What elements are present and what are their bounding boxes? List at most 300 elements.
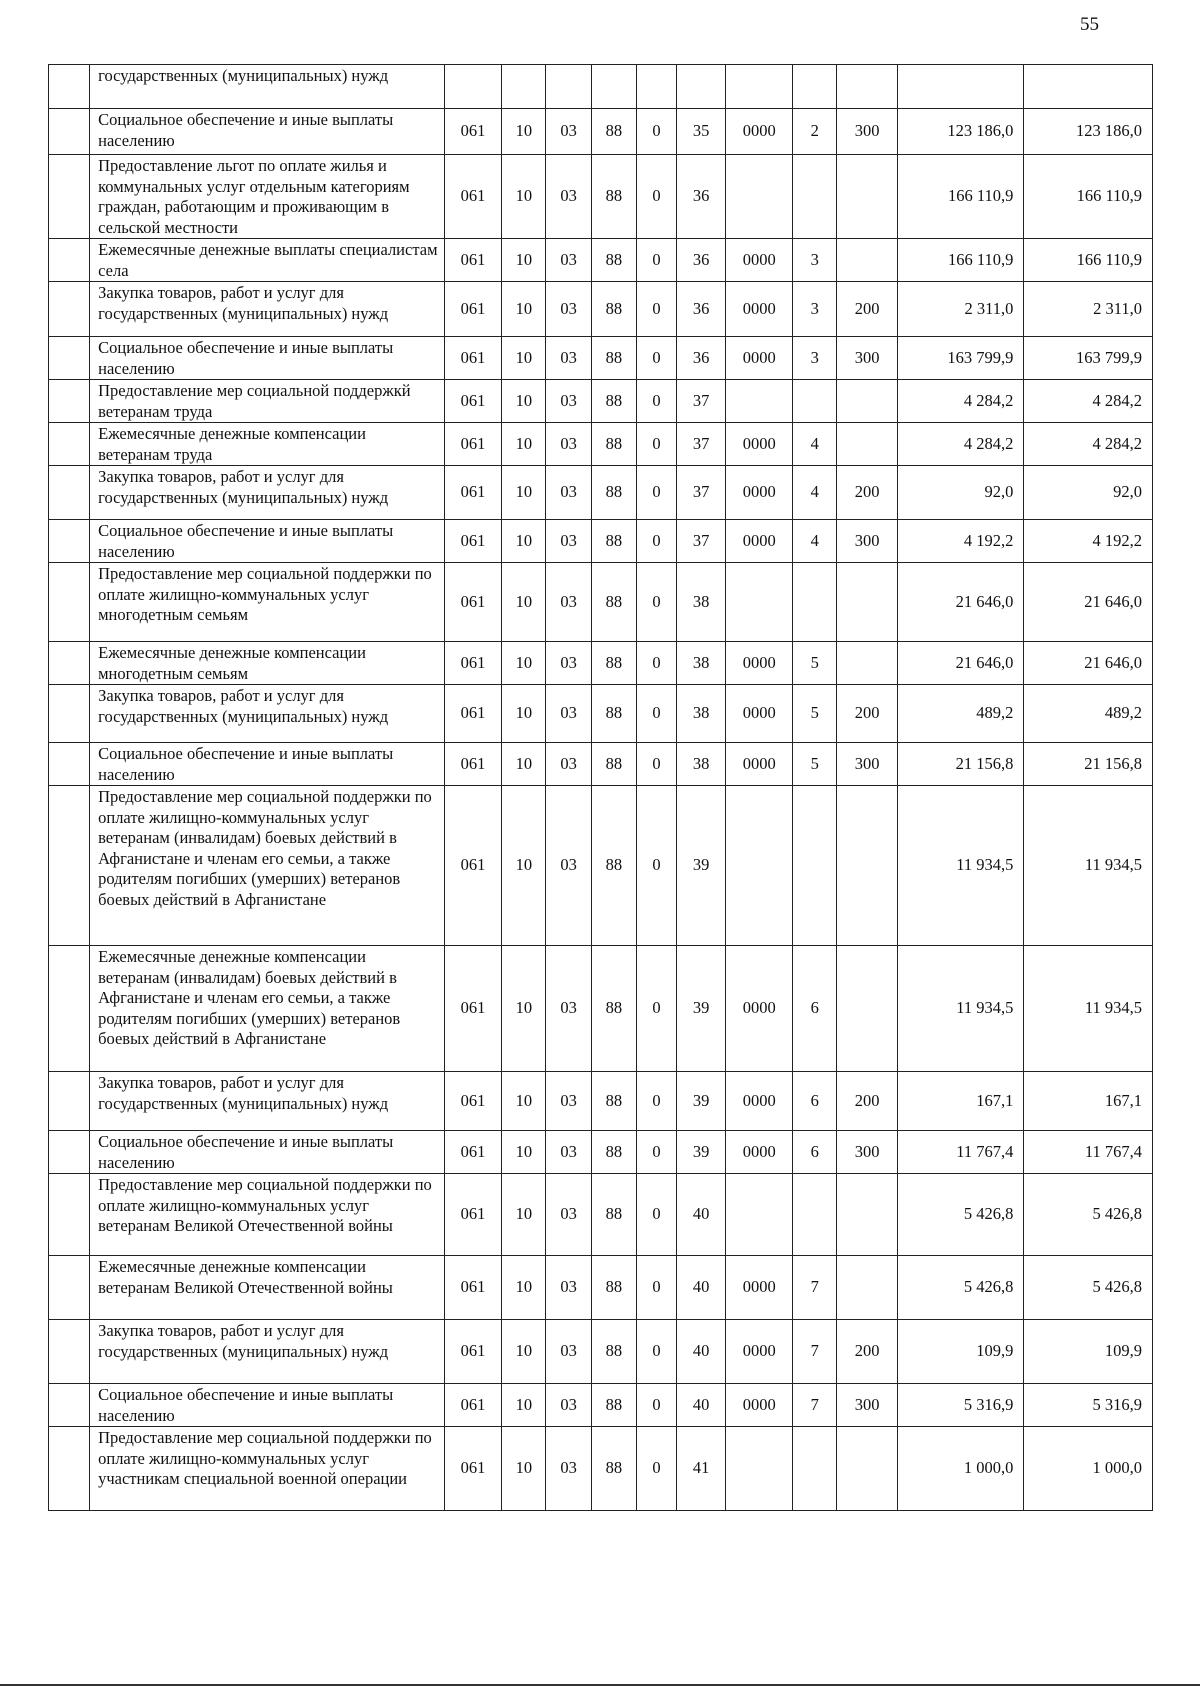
code-section: 10 bbox=[502, 1320, 546, 1384]
amount-2: 21 156,8 bbox=[1024, 743, 1153, 786]
code-direction: 40 bbox=[677, 1320, 726, 1384]
table-row bbox=[49, 109, 1153, 155]
amount-2: 92,0 bbox=[1024, 466, 1153, 520]
code-item bbox=[726, 380, 793, 423]
code-ministry: 061 bbox=[444, 1320, 502, 1384]
code-section: 10 bbox=[502, 1174, 546, 1256]
blank-cell bbox=[49, 65, 90, 109]
code-direction: 38 bbox=[677, 563, 726, 642]
code-sub-item: 5 bbox=[793, 743, 837, 786]
page-number: 55 bbox=[1080, 14, 1099, 35]
code-subprogram: 0 bbox=[636, 946, 676, 1072]
code-subprogram: 0 bbox=[636, 239, 676, 282]
amount-2: 167,1 bbox=[1024, 1072, 1153, 1131]
blank-cell bbox=[49, 642, 90, 685]
code-subsection bbox=[546, 65, 591, 109]
code-program bbox=[591, 65, 636, 109]
code-subsection: 03 bbox=[546, 946, 591, 1072]
code-sub-item bbox=[793, 1427, 837, 1511]
code-ministry: 061 bbox=[444, 1256, 502, 1320]
table-row bbox=[49, 65, 1153, 109]
code-ministry: 061 bbox=[444, 1072, 502, 1131]
code-program: 88 bbox=[591, 642, 636, 685]
code-sub-item: 3 bbox=[793, 282, 837, 337]
code-expense-type bbox=[837, 423, 898, 466]
code-subsection: 03 bbox=[546, 239, 591, 282]
amount-2: 11 767,4 bbox=[1024, 1131, 1153, 1174]
code-expense-type: 300 bbox=[837, 743, 898, 786]
amount-2 bbox=[1024, 65, 1153, 109]
blank-cell bbox=[49, 563, 90, 642]
code-subsection: 03 bbox=[546, 1131, 591, 1174]
code-item: 0000 bbox=[726, 1131, 793, 1174]
code-direction: 39 bbox=[677, 1131, 726, 1174]
amount-1: 163 799,9 bbox=[897, 337, 1023, 380]
code-direction: 36 bbox=[677, 337, 726, 380]
amount-1: 489,2 bbox=[897, 685, 1023, 743]
amount-2: 11 934,5 bbox=[1024, 786, 1153, 946]
blank-cell bbox=[49, 1131, 90, 1174]
code-subsection: 03 bbox=[546, 1384, 591, 1427]
code-item: 0000 bbox=[726, 1320, 793, 1384]
code-ministry bbox=[444, 65, 502, 109]
code-program: 88 bbox=[591, 239, 636, 282]
blank-cell bbox=[49, 520, 90, 563]
table-row bbox=[49, 946, 1153, 1072]
code-section: 10 bbox=[502, 520, 546, 563]
code-expense-type bbox=[837, 380, 898, 423]
code-ministry: 061 bbox=[444, 743, 502, 786]
code-subprogram: 0 bbox=[636, 109, 676, 155]
blank-cell bbox=[49, 743, 90, 786]
code-program: 88 bbox=[591, 1384, 636, 1427]
code-subprogram: 0 bbox=[636, 423, 676, 466]
code-item: 0000 bbox=[726, 642, 793, 685]
code-direction: 38 bbox=[677, 642, 726, 685]
code-expense-type: 200 bbox=[837, 685, 898, 743]
code-subsection: 03 bbox=[546, 1427, 591, 1511]
table-row bbox=[49, 642, 1153, 685]
code-item: 0000 bbox=[726, 466, 793, 520]
code-item: 0000 bbox=[726, 1256, 793, 1320]
code-subprogram: 0 bbox=[636, 1131, 676, 1174]
item-name: Ежемесячные денежные компенсации ветеранам (инвалидам) боевых действий в Афганистане и членам его семьи, а также родителям погибших (умерших) ветеранов боевых действий в Афганистане bbox=[90, 946, 445, 1072]
item-name: Ежемесячные денежные компенсации ветеранам труда bbox=[90, 423, 445, 466]
code-program: 88 bbox=[591, 563, 636, 642]
code-sub-item bbox=[793, 380, 837, 423]
blank-cell bbox=[49, 1072, 90, 1131]
item-name: Предоставление мер социальной поддержкй ветеранам труда bbox=[90, 380, 445, 423]
code-program: 88 bbox=[591, 466, 636, 520]
code-direction: 39 bbox=[677, 1072, 726, 1131]
code-direction: 41 bbox=[677, 1427, 726, 1511]
blank-cell bbox=[49, 239, 90, 282]
amount-2: 2 311,0 bbox=[1024, 282, 1153, 337]
amount-1: 1 000,0 bbox=[897, 1427, 1023, 1511]
code-section: 10 bbox=[502, 337, 546, 380]
code-expense-type: 300 bbox=[837, 1384, 898, 1427]
code-subprogram bbox=[636, 65, 676, 109]
item-name: Предоставление мер социальной поддержки по оплате жилищно-коммунальных услуг ветеранам (инвалидам) боевых действий в Афганистане и членам его семьи, а также родителям погибших (умерших) ветеранов боевых действий в Афганистане bbox=[90, 786, 445, 946]
code-expense-type: 200 bbox=[837, 1072, 898, 1131]
item-name: Ежемесячные денежные выплаты специалистам села bbox=[90, 239, 445, 282]
code-subsection: 03 bbox=[546, 155, 591, 239]
code-program: 88 bbox=[591, 1320, 636, 1384]
code-program: 88 bbox=[591, 1131, 636, 1174]
table-row bbox=[49, 337, 1153, 380]
code-expense-type: 200 bbox=[837, 282, 898, 337]
code-item bbox=[726, 563, 793, 642]
amount-1: 123 186,0 bbox=[897, 109, 1023, 155]
amount-2: 166 110,9 bbox=[1024, 155, 1153, 239]
amount-1: 167,1 bbox=[897, 1072, 1023, 1131]
blank-cell bbox=[49, 1320, 90, 1384]
table-row bbox=[49, 423, 1153, 466]
amount-1: 4 284,2 bbox=[897, 380, 1023, 423]
amount-2: 166 110,9 bbox=[1024, 239, 1153, 282]
code-sub-item: 7 bbox=[793, 1256, 837, 1320]
amount-1 bbox=[897, 65, 1023, 109]
blank-cell bbox=[49, 685, 90, 743]
code-item bbox=[726, 65, 793, 109]
code-ministry: 061 bbox=[444, 466, 502, 520]
code-program: 88 bbox=[591, 520, 636, 563]
amount-1: 166 110,9 bbox=[897, 155, 1023, 239]
code-subprogram: 0 bbox=[636, 1427, 676, 1511]
code-subsection: 03 bbox=[546, 109, 591, 155]
code-subprogram: 0 bbox=[636, 685, 676, 743]
code-subsection: 03 bbox=[546, 563, 591, 642]
code-sub-item: 4 bbox=[793, 466, 837, 520]
code-sub-item: 6 bbox=[793, 946, 837, 1072]
amount-1: 21 646,0 bbox=[897, 642, 1023, 685]
code-direction: 36 bbox=[677, 239, 726, 282]
code-expense-type bbox=[837, 946, 898, 1072]
code-sub-item bbox=[793, 155, 837, 239]
code-subprogram: 0 bbox=[636, 1320, 676, 1384]
item-name: Предоставление льгот по оплате жилья и коммунальных услуг отдельным категориям граждан, работающим и проживающим в сельской местности bbox=[90, 155, 445, 239]
code-subsection: 03 bbox=[546, 380, 591, 423]
code-sub-item: 7 bbox=[793, 1320, 837, 1384]
blank-cell bbox=[49, 282, 90, 337]
code-expense-type bbox=[837, 1427, 898, 1511]
code-program: 88 bbox=[591, 282, 636, 337]
blank-cell bbox=[49, 109, 90, 155]
blank-cell bbox=[49, 423, 90, 466]
code-direction: 39 bbox=[677, 786, 726, 946]
amount-1: 2 311,0 bbox=[897, 282, 1023, 337]
code-section: 10 bbox=[502, 786, 546, 946]
table-row bbox=[49, 1320, 1153, 1384]
code-item bbox=[726, 1174, 793, 1256]
amount-1: 11 934,5 bbox=[897, 946, 1023, 1072]
code-item: 0000 bbox=[726, 337, 793, 380]
bottom-rule bbox=[0, 1684, 1200, 1686]
item-name: Социальное обеспечение и иные выплаты населению bbox=[90, 743, 445, 786]
code-program: 88 bbox=[591, 155, 636, 239]
code-sub-item: 6 bbox=[793, 1131, 837, 1174]
code-section: 10 bbox=[502, 239, 546, 282]
blank-cell bbox=[49, 1427, 90, 1511]
table-row bbox=[49, 786, 1153, 946]
code-expense-type: 300 bbox=[837, 520, 898, 563]
item-name: государственных (муниципальных) нужд bbox=[90, 65, 445, 109]
code-subsection: 03 bbox=[546, 337, 591, 380]
code-expense-type bbox=[837, 1174, 898, 1256]
table-row bbox=[49, 239, 1153, 282]
amount-2: 11 934,5 bbox=[1024, 946, 1153, 1072]
code-expense-type: 300 bbox=[837, 109, 898, 155]
code-direction: 37 bbox=[677, 380, 726, 423]
code-program: 88 bbox=[591, 109, 636, 155]
code-ministry: 061 bbox=[444, 786, 502, 946]
code-subprogram: 0 bbox=[636, 1256, 676, 1320]
table-row bbox=[49, 380, 1153, 423]
code-section: 10 bbox=[502, 1131, 546, 1174]
table-row bbox=[49, 466, 1153, 520]
code-section: 10 bbox=[502, 466, 546, 520]
amount-1: 4 192,2 bbox=[897, 520, 1023, 563]
code-expense-type bbox=[837, 563, 898, 642]
code-subsection: 03 bbox=[546, 520, 591, 563]
code-subprogram: 0 bbox=[636, 520, 676, 563]
code-item: 0000 bbox=[726, 1072, 793, 1131]
code-ministry: 061 bbox=[444, 1384, 502, 1427]
code-program: 88 bbox=[591, 786, 636, 946]
table-row bbox=[49, 155, 1153, 239]
code-sub-item: 4 bbox=[793, 520, 837, 563]
code-item bbox=[726, 1427, 793, 1511]
code-section: 10 bbox=[502, 563, 546, 642]
amount-2: 4 284,2 bbox=[1024, 423, 1153, 466]
table-row bbox=[49, 282, 1153, 337]
code-direction: 39 bbox=[677, 946, 726, 1072]
amount-1: 109,9 bbox=[897, 1320, 1023, 1384]
item-name: Социальное обеспечение и иные выплаты населению bbox=[90, 337, 445, 380]
item-name: Закупка товаров, работ и услуг для государственных (муниципальных) нужд bbox=[90, 1072, 445, 1131]
code-section: 10 bbox=[502, 1427, 546, 1511]
code-direction: 37 bbox=[677, 520, 726, 563]
code-subsection: 03 bbox=[546, 642, 591, 685]
code-item bbox=[726, 786, 793, 946]
table-row bbox=[49, 743, 1153, 786]
table-row bbox=[49, 520, 1153, 563]
code-item bbox=[726, 155, 793, 239]
code-ministry: 061 bbox=[444, 1427, 502, 1511]
code-subprogram: 0 bbox=[636, 1072, 676, 1131]
item-name: Ежемесячные денежные компенсации ветеранам Великой Отечественной войны bbox=[90, 1256, 445, 1320]
amount-2: 5 426,8 bbox=[1024, 1256, 1153, 1320]
amount-2: 4 284,2 bbox=[1024, 380, 1153, 423]
code-sub-item: 4 bbox=[793, 423, 837, 466]
amount-2: 21 646,0 bbox=[1024, 563, 1153, 642]
code-direction: 40 bbox=[677, 1384, 726, 1427]
table-row bbox=[49, 1174, 1153, 1256]
amount-2: 5 426,8 bbox=[1024, 1174, 1153, 1256]
code-section: 10 bbox=[502, 685, 546, 743]
code-sub-item: 5 bbox=[793, 642, 837, 685]
code-section: 10 bbox=[502, 946, 546, 1072]
item-name: Предоставление мер социальной поддержки по оплате жилищно-коммунальных услуг ветеранам Великой Отечественной войны bbox=[90, 1174, 445, 1256]
code-section: 10 bbox=[502, 1384, 546, 1427]
code-section: 10 bbox=[502, 642, 546, 685]
code-sub-item: 3 bbox=[793, 337, 837, 380]
code-direction: 38 bbox=[677, 685, 726, 743]
item-name: Социальное обеспечение и иные выплаты населению bbox=[90, 1384, 445, 1427]
code-ministry: 061 bbox=[444, 1174, 502, 1256]
amount-1: 11 767,4 bbox=[897, 1131, 1023, 1174]
code-expense-type bbox=[837, 642, 898, 685]
code-sub-item: 2 bbox=[793, 109, 837, 155]
code-subprogram: 0 bbox=[636, 466, 676, 520]
item-name: Социальное обеспечение и иные выплаты населению bbox=[90, 109, 445, 155]
code-ministry: 061 bbox=[444, 946, 502, 1072]
amount-2: 163 799,9 bbox=[1024, 337, 1153, 380]
code-expense-type bbox=[837, 65, 898, 109]
code-direction: 36 bbox=[677, 155, 726, 239]
code-ministry: 061 bbox=[444, 423, 502, 466]
code-program: 88 bbox=[591, 380, 636, 423]
code-section: 10 bbox=[502, 1256, 546, 1320]
code-item: 0000 bbox=[726, 423, 793, 466]
code-section: 10 bbox=[502, 380, 546, 423]
code-subprogram: 0 bbox=[636, 282, 676, 337]
code-sub-item: 5 bbox=[793, 685, 837, 743]
code-program: 88 bbox=[591, 946, 636, 1072]
code-direction bbox=[677, 65, 726, 109]
amount-2: 5 316,9 bbox=[1024, 1384, 1153, 1427]
code-ministry: 061 bbox=[444, 282, 502, 337]
code-subsection: 03 bbox=[546, 1256, 591, 1320]
code-section: 10 bbox=[502, 423, 546, 466]
amount-2: 109,9 bbox=[1024, 1320, 1153, 1384]
code-program: 88 bbox=[591, 423, 636, 466]
code-section: 10 bbox=[502, 155, 546, 239]
blank-cell bbox=[49, 1256, 90, 1320]
item-name: Закупка товаров, работ и услуг для государственных (муниципальных) нужд bbox=[90, 466, 445, 520]
code-sub-item bbox=[793, 563, 837, 642]
blank-cell bbox=[49, 337, 90, 380]
code-expense-type: 200 bbox=[837, 1320, 898, 1384]
code-sub-item bbox=[793, 1174, 837, 1256]
code-subprogram: 0 bbox=[636, 337, 676, 380]
amount-2: 1 000,0 bbox=[1024, 1427, 1153, 1511]
code-direction: 35 bbox=[677, 109, 726, 155]
blank-cell bbox=[49, 946, 90, 1072]
blank-cell bbox=[49, 155, 90, 239]
code-subsection: 03 bbox=[546, 786, 591, 946]
code-program: 88 bbox=[591, 337, 636, 380]
code-section bbox=[502, 65, 546, 109]
item-name: Закупка товаров, работ и услуг для государственных (муниципальных) нужд bbox=[90, 685, 445, 743]
code-ministry: 061 bbox=[444, 337, 502, 380]
code-subprogram: 0 bbox=[636, 1174, 676, 1256]
code-direction: 36 bbox=[677, 282, 726, 337]
amount-1: 5 316,9 bbox=[897, 1384, 1023, 1427]
code-subprogram: 0 bbox=[636, 380, 676, 423]
code-direction: 37 bbox=[677, 466, 726, 520]
code-sub-item: 3 bbox=[793, 239, 837, 282]
table-row bbox=[49, 1072, 1153, 1131]
code-subprogram: 0 bbox=[636, 563, 676, 642]
code-program: 88 bbox=[591, 743, 636, 786]
blank-cell bbox=[49, 1384, 90, 1427]
code-expense-type bbox=[837, 786, 898, 946]
code-item: 0000 bbox=[726, 109, 793, 155]
code-expense-type: 300 bbox=[837, 337, 898, 380]
code-ministry: 061 bbox=[444, 1131, 502, 1174]
code-program: 88 bbox=[591, 685, 636, 743]
amount-1: 5 426,8 bbox=[897, 1256, 1023, 1320]
table-row bbox=[49, 685, 1153, 743]
amount-2: 123 186,0 bbox=[1024, 109, 1153, 155]
amount-1: 4 284,2 bbox=[897, 423, 1023, 466]
code-subprogram: 0 bbox=[636, 1384, 676, 1427]
code-sub-item: 6 bbox=[793, 1072, 837, 1131]
amount-1: 11 934,5 bbox=[897, 786, 1023, 946]
amount-2: 21 646,0 bbox=[1024, 642, 1153, 685]
code-subsection: 03 bbox=[546, 685, 591, 743]
amount-1: 166 110,9 bbox=[897, 239, 1023, 282]
blank-cell bbox=[49, 466, 90, 520]
code-subsection: 03 bbox=[546, 423, 591, 466]
code-section: 10 bbox=[502, 109, 546, 155]
code-ministry: 061 bbox=[444, 109, 502, 155]
code-section: 10 bbox=[502, 1072, 546, 1131]
code-sub-item bbox=[793, 65, 837, 109]
code-ministry: 061 bbox=[444, 380, 502, 423]
amount-1: 21 646,0 bbox=[897, 563, 1023, 642]
item-name: Ежемесячные денежные компенсации многодетным семьям bbox=[90, 642, 445, 685]
code-subsection: 03 bbox=[546, 1174, 591, 1256]
code-section: 10 bbox=[502, 282, 546, 337]
code-program: 88 bbox=[591, 1072, 636, 1131]
code-program: 88 bbox=[591, 1256, 636, 1320]
code-subprogram: 0 bbox=[636, 743, 676, 786]
code-subsection: 03 bbox=[546, 1072, 591, 1131]
table-row bbox=[49, 1256, 1153, 1320]
item-name: Закупка товаров, работ и услуг для государственных (муниципальных) нужд bbox=[90, 282, 445, 337]
code-item: 0000 bbox=[726, 743, 793, 786]
code-subsection: 03 bbox=[546, 743, 591, 786]
code-expense-type bbox=[837, 155, 898, 239]
code-subsection: 03 bbox=[546, 1320, 591, 1384]
code-expense-type bbox=[837, 239, 898, 282]
item-name: Социальное обеспечение и иные выплаты населению bbox=[90, 520, 445, 563]
code-ministry: 061 bbox=[444, 642, 502, 685]
code-sub-item bbox=[793, 786, 837, 946]
code-direction: 37 bbox=[677, 423, 726, 466]
code-subprogram: 0 bbox=[636, 642, 676, 685]
code-item: 0000 bbox=[726, 520, 793, 563]
code-ministry: 061 bbox=[444, 520, 502, 563]
amount-1: 5 426,8 bbox=[897, 1174, 1023, 1256]
code-item: 0000 bbox=[726, 1384, 793, 1427]
code-item: 0000 bbox=[726, 239, 793, 282]
code-subsection: 03 bbox=[546, 466, 591, 520]
code-direction: 38 bbox=[677, 743, 726, 786]
code-direction: 40 bbox=[677, 1256, 726, 1320]
code-program: 88 bbox=[591, 1427, 636, 1511]
table-row bbox=[49, 1427, 1153, 1511]
budget-table bbox=[48, 64, 1153, 1511]
blank-cell bbox=[49, 380, 90, 423]
blank-cell bbox=[49, 786, 90, 946]
code-sub-item: 7 bbox=[793, 1384, 837, 1427]
code-ministry: 061 bbox=[444, 685, 502, 743]
code-ministry: 061 bbox=[444, 239, 502, 282]
amount-1: 21 156,8 bbox=[897, 743, 1023, 786]
